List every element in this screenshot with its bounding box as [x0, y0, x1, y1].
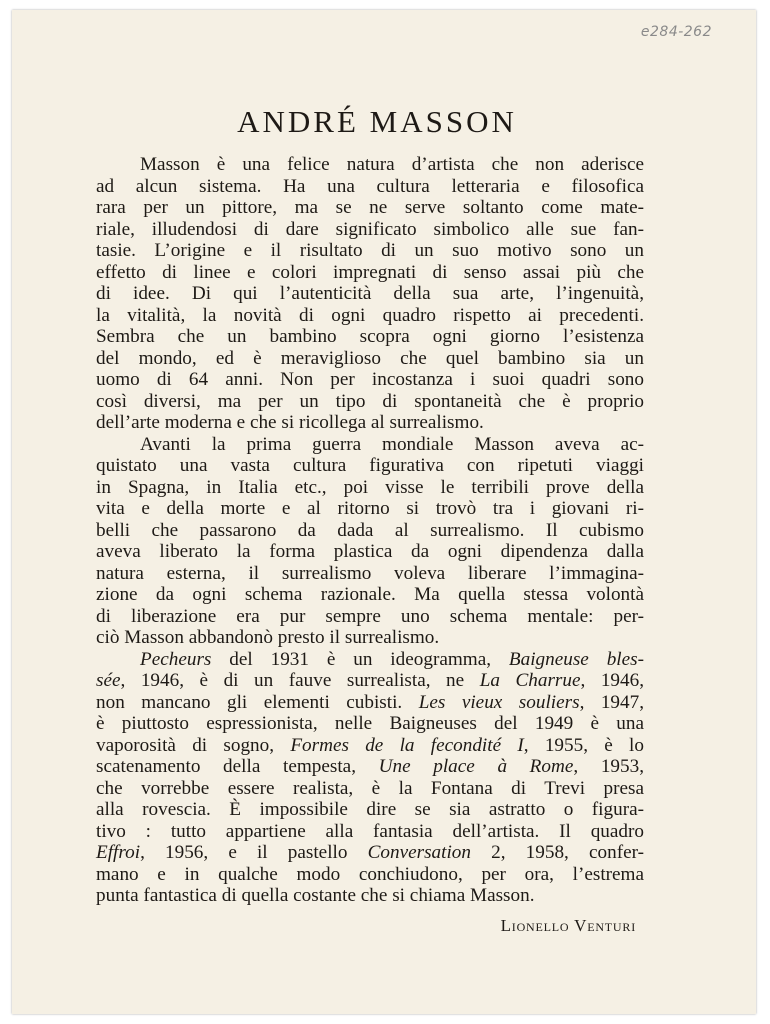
text-line: ad alcun sistema. Ha una cultura letteraria e filosofica	[96, 175, 644, 197]
text-line: del mondo, ed è meraviglioso che quel bambino sia un	[96, 347, 644, 369]
text-line	[96, 670, 644, 692]
artwork-title: Conversation	[367, 842, 471, 863]
text-line	[96, 713, 644, 735]
text-run: , 1956, e il pastello	[140, 842, 368, 863]
paragraph-1	[96, 154, 644, 434]
text-run: tivo : tutto appartiene alla fantasia dell’artista. Il quadro	[96, 820, 644, 842]
text-line	[96, 842, 644, 864]
text-line	[96, 821, 644, 843]
text-run: scatenamento della tempesta,	[96, 756, 379, 777]
text-line: vita e della morte e al ritorno si trovò tra i giovani ri-	[96, 498, 644, 519]
text-line: natura esterna, il surrealismo voleva liberare l’immagina-	[96, 562, 644, 584]
text-line: Sembra che un bambino scopra ogni giorno l’esistenza	[96, 326, 644, 347]
text-run: punta fantastica di quella costante che si chiama Masson.	[96, 885, 535, 906]
paragraph-2	[96, 434, 644, 649]
artwork-title: Pecheurs	[140, 648, 212, 670]
text-line: effetto di linee e colori impregnati di senso assai più che	[96, 261, 644, 283]
text-run: che vorrebbe essere realista, è la Fontana di Trevi presa	[96, 777, 644, 799]
paragraph-3	[96, 649, 644, 907]
text-run: alla rovescia. È impossibile dire se sia astratto o figura-	[96, 799, 644, 820]
text-line: rara per un pittore, ma se ne serve soltanto come mate-	[96, 197, 644, 218]
text-line: zione da ogni schema razionale. Ma quella stessa volontà	[96, 584, 644, 605]
text-line: dell’arte moderna e che si ricollega al surrealismo.	[96, 412, 484, 433]
article-body	[96, 154, 644, 907]
text-line: la vitalità, la novità di ogni quadro rispetto ai precedenti.	[96, 304, 644, 326]
text-line	[96, 735, 644, 757]
text-line: di liberazione era pur sempre uno schema mentale: per-	[96, 605, 644, 627]
text-run: , 1955, è lo	[523, 734, 644, 756]
artwork-title: Une place à Rome	[378, 756, 574, 777]
text-line: tasie. L’origine e il risultato di un suo motivo sono un	[96, 240, 644, 261]
text-line	[96, 778, 644, 800]
text-line	[96, 864, 644, 886]
text-run: vaporosità di sogno,	[96, 734, 291, 756]
artwork-title: Les vieux souliers	[418, 691, 580, 713]
text-line	[96, 885, 644, 907]
text-line: in Spagna, in Italia etc., poi visse le terribili prove della	[96, 476, 644, 498]
artwork-title: Effroi	[96, 842, 141, 863]
text-run: mano e in qualche modo conchiudono, per ora, l’estrema	[96, 863, 644, 885]
artwork-title: Baigneuse bles-	[508, 648, 644, 670]
text-run: , 1946, è di un fauve surrealista, ne	[120, 670, 480, 691]
text-line: uomo di 64 anni. Non per incostanza i suoi quadri sono	[96, 369, 644, 390]
text-line: quistato una vasta cultura figurativa con ripetuti viaggi	[96, 455, 644, 476]
text-line	[96, 799, 644, 821]
artwork-title: Formes de la fecondité I	[290, 734, 524, 756]
text-line: di idee. Di qui l’autenticità della sua arte, l’ingenuità,	[96, 283, 644, 304]
text-run: , 1953,	[573, 756, 644, 777]
artwork-title: La Charrue	[479, 670, 581, 691]
text-run: , 1946,	[580, 670, 645, 691]
text-line: Masson è una felice natura d’artista che non aderisce	[140, 154, 644, 175]
text-line: belli che passarono da dada al surrealismo. Il cubismo	[96, 519, 644, 541]
text-run: del 1931 è un ideogramma,	[211, 648, 509, 670]
text-run: è piuttosto espressionista, nelle Baigneuses del 1949 è una	[96, 713, 644, 734]
document-page	[12, 10, 756, 1014]
artwork-title: sée	[96, 670, 121, 691]
archive-note: e284-262	[640, 24, 712, 40]
author-signature: Lionello Venturi	[500, 916, 636, 935]
text-line: riale, illudendosi di dare significato simbolico alle sue fan-	[96, 218, 644, 240]
page-title: ANDRÉ MASSON	[237, 104, 517, 139]
text-line: così diversi, ma per un tipo di spontaneità che è proprio	[96, 390, 644, 412]
text-run: , 1947,	[579, 691, 645, 713]
text-line	[96, 649, 644, 671]
text-line	[96, 756, 644, 778]
text-line	[96, 692, 644, 714]
text-run: 2, 1958, confer-	[471, 842, 644, 863]
text-line: ciò Masson abbandonò presto il surrealismo.	[96, 627, 440, 648]
text-line: aveva liberato la forma plastica da ogni dipendenza dalla	[96, 541, 644, 562]
text-line: Avanti la prima guerra mondiale Masson aveva ac-	[140, 433, 644, 455]
text-run: non mancano gli elementi cubisti.	[96, 691, 419, 713]
